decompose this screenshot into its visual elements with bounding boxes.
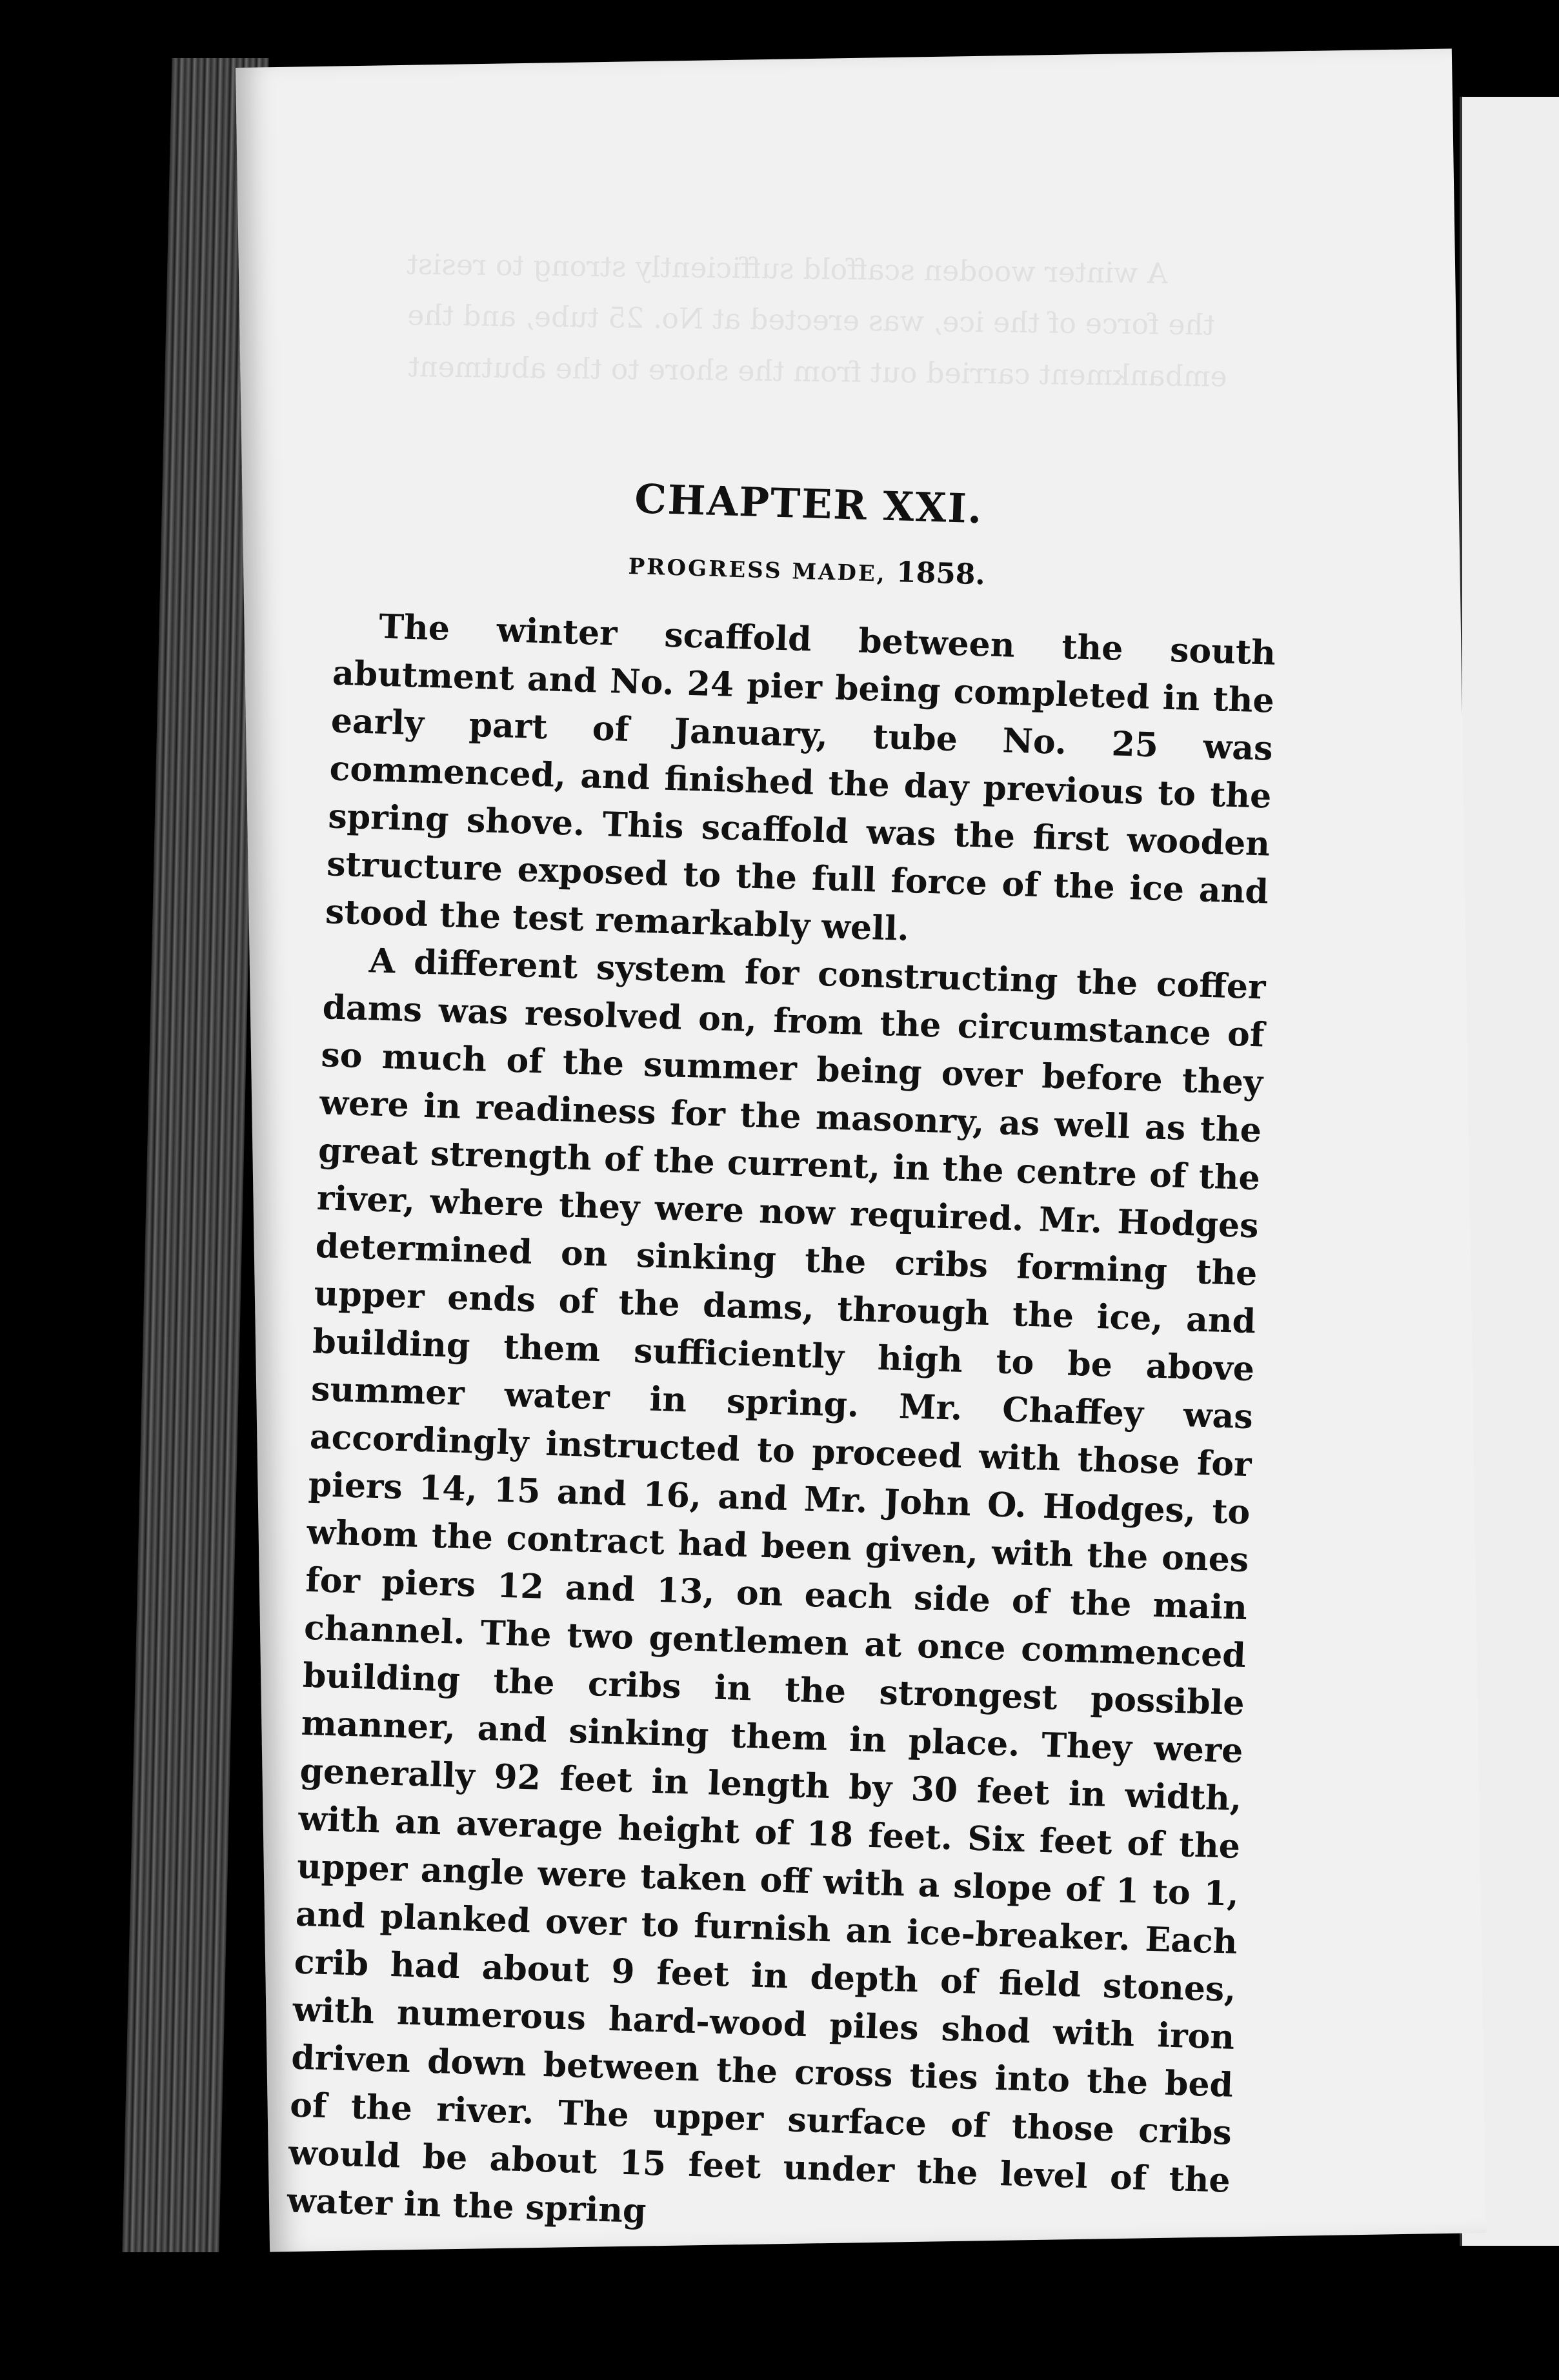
book-page xyxy=(236,48,1486,2252)
show-through-text: the force of the ice, was erected at No. 25 tube, and the xyxy=(407,299,1215,342)
show-through-text: A winter wooden scaffold sufficiently strong to resist xyxy=(406,248,1168,290)
subtitle-year: 1858. xyxy=(896,556,986,592)
show-through-text: embankment carried out from the shore to the abutment xyxy=(408,350,1227,394)
chapter-subtitle xyxy=(336,540,1278,600)
page-text-block xyxy=(287,467,1280,2253)
paragraph: A different system for constructing the coffer dams was resolved on, from the circumstance of so much of the summer being over before they were in readiness for the masonry, as well as the great strength of the current, in the centre of the river, where they were now required. Mr. Hodges determined on sinking the cribs forming the upper ends of the dams, through the ice, and building them sufficiently high to be above summer water in spring. Mr. Chaffey was accordingly instructed to proceed with those for piers 14, 15 and 16, and Mr. John O. Hodges, to whom the contract had been given, with the ones for piers 12 and 13, on each side of the main channel. The two gentlemen at once commenced building the cribs in the strongest possible manner, and sinking them in place. They were generally 92 feet in length by 30 feet in width, with an average height of 18 feet. Six feet of the upper angle were taken off with a slope of 1 to 1, and planked over to furnish an ice-breaker. Each crib had about 9 feet in depth of field stones, with numerous hard-wood piles shod with iron driven down between the cross ties into the bed of the river. The upper surface of those cribs would be about 15 feet under the level of the water in the spring xyxy=(287,941,1267,2231)
paragraph: The winter scaffold between the south abutment and No. 24 pier being completed in the early part of January, tube No. 25 was commenced, and finished the day previous to the spring shove. This scaffold was the first wooden structure exposed to the full force of the ice and stood the test remarkably well. xyxy=(325,607,1276,949)
subtitle-text: PROGRESS MADE, xyxy=(628,553,887,587)
chapter-title: CHAPTER XXI. xyxy=(634,475,984,533)
